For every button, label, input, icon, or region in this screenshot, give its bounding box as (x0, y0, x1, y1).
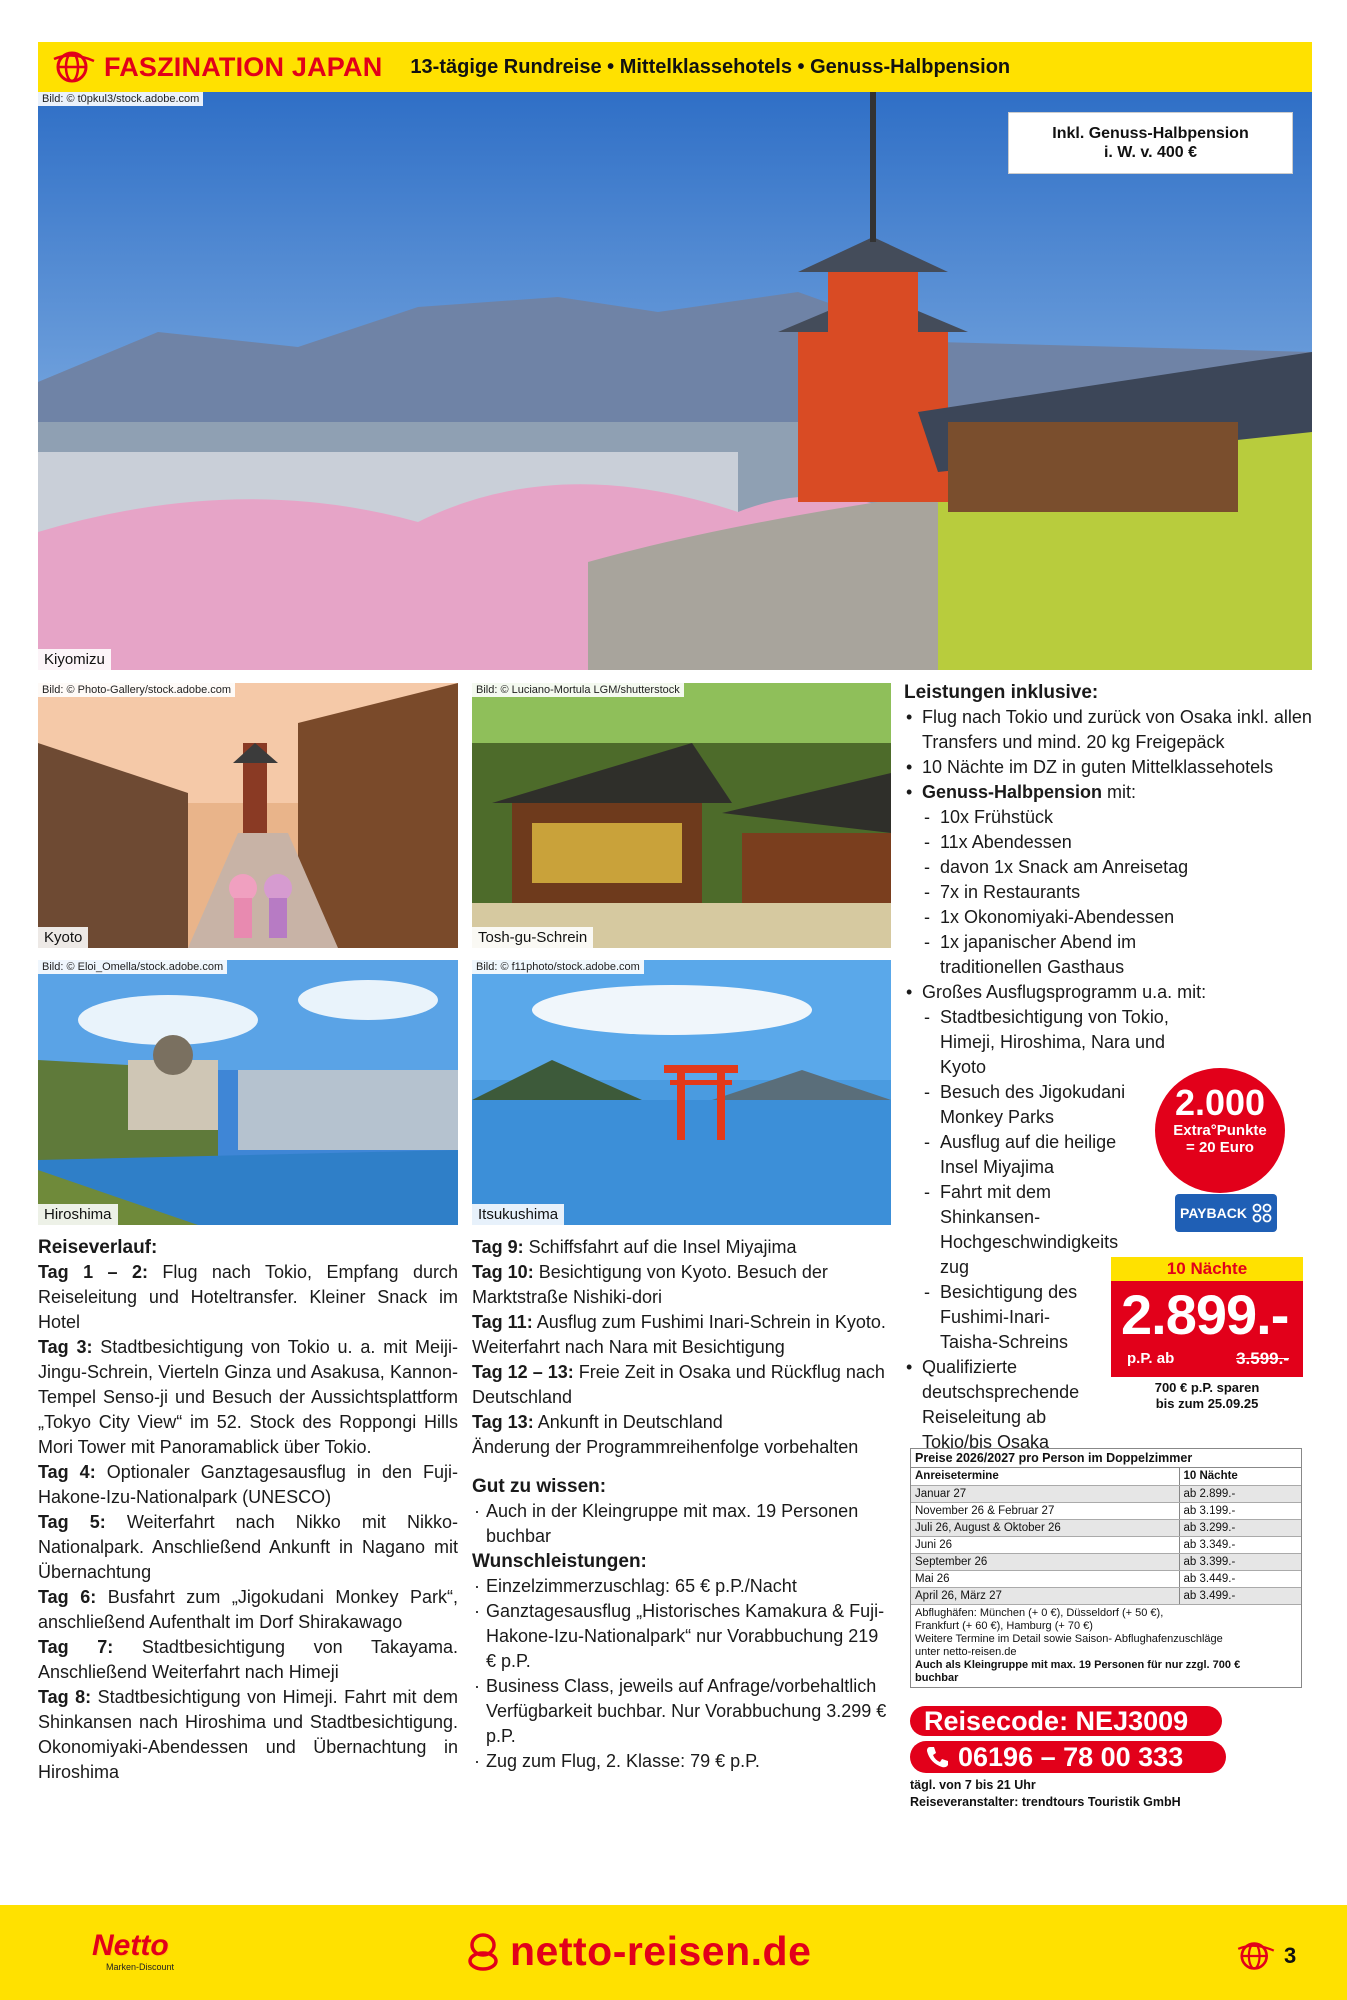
list-item: • Genuss-Halbpension mit: (904, 780, 1314, 805)
photo-credit: Bild: © Luciano-Mortula LGM/shutterstock (472, 683, 684, 697)
itinerary-column-1 (38, 1235, 458, 1785)
halfboard-badge-line1: Inkl. Genuss-Halbpension (1052, 125, 1249, 142)
list-item: - 1x Okonomiyaki-Abendessen (904, 905, 1314, 930)
list-item: - 10x Frühstück (904, 805, 1314, 830)
hero-photo (38, 92, 1312, 670)
itinerary-day: Tag 4: Optionaler Ganztagesausflug in den Fuji-Hakone-Izu-Nationalpark (UNESCO) (38, 1462, 458, 1507)
table-row: Juni 26 ab 3.349.- (911, 1536, 1301, 1553)
payback-label: PAYBACK (1180, 1205, 1247, 1221)
photo-credit: Bild: © f11photo/stock.adobe.com (472, 960, 644, 974)
netto-logo-sub: Marken-Discount (106, 1962, 175, 1972)
price-value: 2.899.- (1121, 1283, 1289, 1346)
payback-icon (1252, 1203, 1272, 1223)
page-number (1236, 1940, 1296, 1972)
itinerary-day: Tag 13: Ankunft in Deutschland (472, 1412, 723, 1432)
photo-credit: Bild: © t0pkul3/stock.adobe.com (38, 92, 203, 106)
list-item: - Besichtigung des Fushimi-Inari-Taisha-Schreins (904, 1280, 1104, 1355)
list-item: - Stadtbesichtigung von Tokio, Himeji, Hiroshima, Nara und Kyoto (904, 1005, 1194, 1080)
table-row: Mai 26 ab 3.449.- (911, 1570, 1301, 1587)
table-header: Anreisetermine (911, 1468, 1179, 1485)
list-item: · Zug zum Flug, 2. Klasse: 79 € p.P. (472, 1749, 892, 1774)
itinerary-note: Änderung der Programmreihenfolge vorbehalten (472, 1437, 859, 1457)
price-table (910, 1448, 1302, 1688)
photo-kyoto (38, 683, 458, 948)
table-row: Juli 26, August & Oktober 26 ab 3.299.- (911, 1519, 1301, 1536)
points-value: = 20 Euro (1186, 1139, 1254, 1156)
itinerary-day: Tag 6: Busfahrt zum „Jigokudani Monkey Park“, anschließend Aufenthalt im Dorf Shirakawago (38, 1587, 458, 1632)
table-row: September 26 ab 3.399.- (911, 1553, 1301, 1570)
list-item: • Qualifizierte deutschsprechende Reiseleitung ab Tokio/bis Osaka (904, 1355, 1104, 1455)
price-unit: p.P. ab (1127, 1350, 1175, 1367)
brand-title: FASZINATION JAPAN (104, 51, 383, 82)
globe-icon (52, 49, 96, 85)
price-table-notes: Abflughäfen: München (+ 0 €), Düsseldorf (+ 50 €), Frankfurt (+ 60 €), Hamburg (+ 70 €) Weitere Termine im Detail sowie Saison- Abflughafenzuschläge unter netto-reisen.de Auch als Kleingruppe mit max. 19 Personen für nur zzgl. 700 € buchbar (915, 1606, 1241, 1684)
points-label: Extra°Punkte (1173, 1122, 1267, 1139)
list-item: - davon 1x Snack am Anreisetag (904, 855, 1314, 880)
list-item: · Business Class, jeweils auf Anfrage/vorbehaltlich Verfügbarkeit buchbar. Nur Vorabbuchung 3.299 € p.P. (472, 1674, 892, 1749)
price-nights: 10 Nächte (1111, 1257, 1303, 1281)
phone-icon (924, 1745, 950, 1769)
photo-caption: Tosh-gu-Schrein (472, 927, 593, 948)
list-item: - 7x in Restaurants (904, 880, 1314, 905)
globe-icon (1236, 1940, 1276, 1972)
contact-info (910, 1777, 1181, 1811)
itinerary-day: Tag 10: Besichtigung von Kyoto. Besuch der Marktstraße Nishiki-dori (472, 1262, 828, 1307)
list-item: - Ausflug auf die heilige Insel Miyajima (904, 1130, 1134, 1180)
itinerary-title: Reiseverlauf: (38, 1237, 158, 1258)
halfboard-badge (1008, 112, 1293, 174)
photo-caption: Kyoto (38, 927, 88, 948)
points-amount: 2.000 (1174, 1082, 1266, 1123)
photo-credit: Bild: © Photo-Gallery/stock.adobe.com (38, 683, 235, 697)
tour-operator: Reiseveranstalter: trendtours Touristik GmbH (910, 1795, 1181, 1809)
extras-title: Wunschleistungen: (472, 1551, 647, 1572)
itinerary-column-2 (472, 1235, 892, 1774)
price-table-title: Preise 2026/2027 pro Person im Doppelzimmer (911, 1449, 1301, 1468)
savings-line1: 700 € p.P. sparen (1154, 1380, 1260, 1395)
photo-hiroshima (38, 960, 458, 1225)
price-old: 3.599.- (1236, 1349, 1289, 1368)
phone-pill[interactable] (910, 1741, 1226, 1773)
list-item: · Einzelzimmerzuschlag: 65 € p.P./Nacht (472, 1574, 892, 1599)
netto-scottie-icon (466, 1931, 500, 1971)
tagline: 13-tägige Rundreise • Mittelklassehotels • Genuss-Halbpension (410, 55, 1011, 78)
halfboard-badge-line2: i. W. v. 400 € (1103, 144, 1198, 161)
itinerary-day: Tag 9: Schiffsfahrt auf die Insel Miyajima (472, 1237, 797, 1257)
list-item: - 1x japanischer Abend im traditionellen Gasthaus (904, 930, 1154, 980)
list-item: · Auch in der Kleingruppe mit max. 19 Personen buchbar (472, 1499, 892, 1549)
list-item: • Großes Ausflugsprogramm u.a. mit: (904, 980, 1314, 1005)
good-to-know-title: Gut zu wissen: (472, 1476, 607, 1497)
points-badge (1155, 1068, 1285, 1193)
table-header: 10 Nächte (1179, 1468, 1301, 1485)
phone-number: 06196 – 78 00 333 (958, 1741, 1184, 1772)
itinerary-day: Tag 5: Weiterfahrt nach Nikko mit Nikko-Nationalpark. Anschließend Ankunft in Nagano mit Übernachtung (38, 1512, 459, 1582)
table-row: November 26 & Februar 27 ab 3.199.- (911, 1502, 1301, 1519)
header-bar (38, 42, 1312, 92)
website-url: netto-reisen.de (510, 1927, 812, 1974)
photo-caption: Kiyomizu (38, 649, 111, 670)
payback-logo (1175, 1194, 1277, 1232)
savings-note (1111, 1380, 1303, 1412)
list-item: - 11x Abendessen (904, 830, 1314, 855)
photo-toshogu (472, 683, 891, 948)
itinerary-day: Tag 7: Stadtbesichtigung von Takayama. Anschließend Weiterfahrt nach Himeji (38, 1637, 459, 1682)
netto-logo-word: Netto (92, 1929, 169, 1962)
opening-hours: tägl. von 7 bis 21 Uhr (910, 1778, 1036, 1792)
list-item: - Fahrt mit dem Shinkansen-Hochgeschwindigkeitszug (904, 1180, 1122, 1280)
photo-credit: Bild: © Eloi_Omella/stock.adobe.com (38, 960, 227, 974)
table-row: April 26, März 27 ab 3.499.- (911, 1587, 1301, 1604)
itinerary-day: Tag 3: Stadtbesichtigung von Tokio u. a. mit Meiji-Jingu-Schrein, Vierteln Ginza und Asakusa, Kannon-Tempel Senso-ji und Besuch der Aussichtsplattform „Tokyo City View“ im 52. Stock des Roppongi Hills Mori Tower mit Panoramablick über Tokio. (38, 1337, 458, 1457)
list-item: - Besuch des Jigokudani Monkey Parks (904, 1080, 1144, 1130)
itinerary-day: Tag 8: Stadtbesichtigung von Himeji. Fahrt mit dem Shinkansen nach Hiroshima und Stadtbesichtigung. Okonomiyaki-Abendessen und Übernachtung in Hiroshima (38, 1687, 458, 1782)
savings-line2: bis zum 25.09.25 (1155, 1396, 1259, 1411)
included-title: Leistungen inklusive: (904, 682, 1099, 703)
list-item: · Ganztagesausflug „Historisches Kamakura & Fuji-Hakone-Izu-Nationalpark“ nur Vorabbuchung 219 € p.P. (472, 1599, 892, 1674)
list-item: • Flug nach Tokio und zurück von Osaka inkl. allen Transfers und mind. 20 kg Freigepäck (904, 705, 1314, 755)
footer-bar (0, 1905, 1347, 2000)
price-box (1111, 1281, 1303, 1377)
itinerary-day: Tag 12 – 13: Freie Zeit in Osaka und Rückflug nach Deutschland (472, 1362, 885, 1407)
photo-caption: Hiroshima (38, 1204, 118, 1225)
itinerary-day: Tag 1 – 2: Flug nach Tokio, Empfang durch Reiseleitung und Hoteltransfer. Kleiner Snack im Hotel (38, 1262, 458, 1332)
photo-itsukushima (472, 960, 891, 1225)
travel-code: Reisecode: NEJ3009 (910, 1706, 1222, 1736)
website-link[interactable] (466, 1926, 811, 1976)
netto-logo[interactable] (92, 1930, 202, 1980)
page-number-text: 3 (1284, 1943, 1297, 1968)
table-row: Januar 27 ab 2.899.- (911, 1485, 1301, 1502)
list-item: • 10 Nächte im DZ in guten Mittelklassehotels (904, 755, 1314, 780)
itinerary-day: Tag 11: Ausflug zum Fushimi Inari-Schrein in Kyoto. Weiterfahrt nach Nara mit Besichtigung (472, 1312, 886, 1357)
photo-caption: Itsukushima (472, 1204, 564, 1225)
